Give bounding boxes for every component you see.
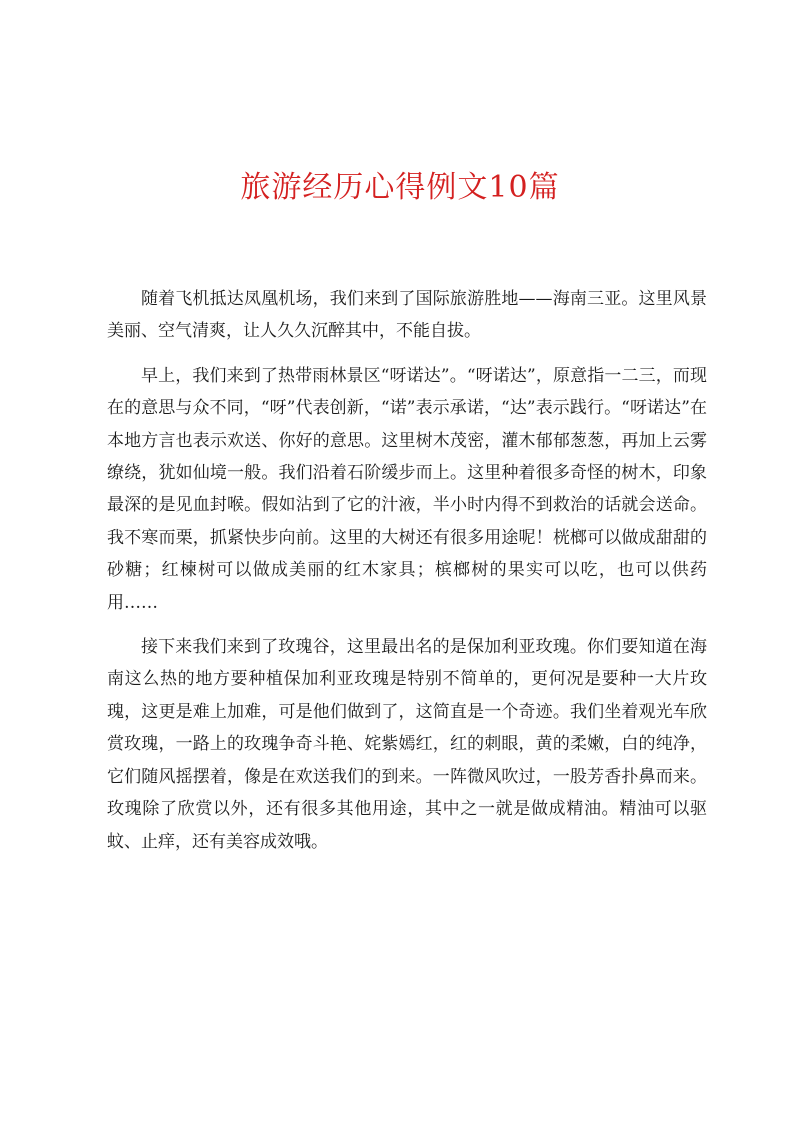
paragraph-1: 随着飞机抵达凤凰机场，我们来到了国际旅游胜地——海南三亚。这里风景美丽、空气清爽，让人久久沉醉其中，不能自拔。	[107, 289, 707, 342]
paragraph-3: 接下来我们来到了玫瑰谷，这里最出名的是保加利亚玫瑰。你们要知道在海南这么热的地方要种植保加利亚玫瑰是特别不简单的，更何况是要种一大片玫瑰，这更是难上加难，可是他们做到了，这简直是一个奇迹。我们坐着观光车欣赏玫瑰，一路上的玫瑰争奇斗艳、姹紫嫣红，红的刺眼，黄的柔嫩，白的纯净，它们随风摇摆着，像是在欢送我们的到来。一阵微风吹过，一股芳香扑鼻而来。玫瑰除了欣赏以外，还有很多其他用途，其中之一就是做成精油。精油可以驱蚊、止痒，还有美容成效哦。	[107, 637, 707, 852]
document-title: 旅游经历心得例文10篇	[240, 170, 560, 205]
document-body	[107, 283, 707, 870]
paragraph-2: 早上，我们来到了热带雨林景区“呀诺达”。“呀诺达”，原意指一二三，而现在的意思与众不同，“呀”代表创新，“诺”表示承诺，“达”表示践行。“呀诺达”在本地方言也表示欢送、你好的意思。这里树木茂密，灌木郁郁葱葱，再加上云雾缭绕，犹如仙境一般。我们沿着石阶缓步而上。这里种着很多奇怪的树木，印象最深的是见血封喉。假如沾到了它的汁液，半小时内得不到救治的话就会送命。我不寒而栗，抓紧快步向前。这里的大树还有很多用途呢！桄榔可以做成甜甜的砂糖；红楝树可以做成美丽的红木家具；槟榔树的果实可以吃，也可以供药用……	[107, 365, 707, 613]
